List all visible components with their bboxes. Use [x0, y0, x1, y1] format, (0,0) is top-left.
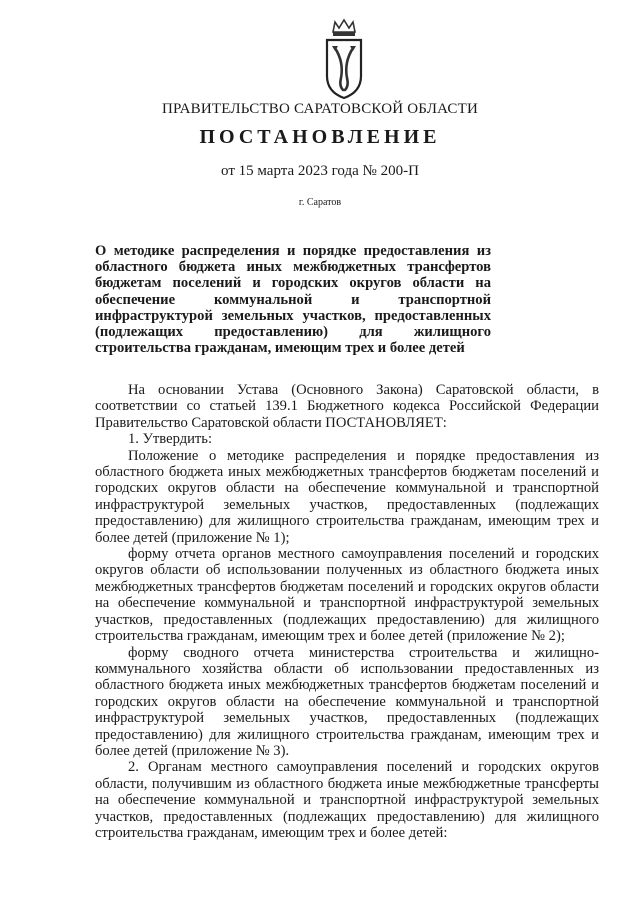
coat-of-arms-icon: [323, 18, 365, 100]
paragraph-appendix-3: форму сводного отчета министерства строительства и жилищно-коммунального хозяйства области об использовании предоставленных из областного бюджета иных межбюджетных трансфертов бюджетам поселений и городских округов области на обеспечение коммунальной и транспортной инфраструктурой земельных участков, предоставленных (подлежащих предоставлению) для жилищного строительства гражданам, имеющим трех и более детей (приложение № 3).: [95, 644, 599, 759]
document-city: г. Саратов: [298, 197, 342, 208]
paragraph-appendix-1: Положение о методике распределения и порядке предоставления из областного бюджета иных межбюджетных трансфертов бюджетам поселений и городских округов области на обеспечение коммунальной и транспортной инфраструктурой земельных участков, предоставленных (подлежащих предоставлению) для жилищного строительства гражданам, имеющим трех и более детей (приложение № 1);: [95, 447, 599, 546]
paragraph-item-1: 1. Утвердить:: [128, 431, 213, 448]
document-type: ПОСТАНОВЛЕНИЕ: [199, 126, 441, 148]
paragraph-preamble: На основании Устава (Основного Закона) Саратовской области, в соответствии со статьей 139.1 Бюджетного кодекса Российской Федерации Правительство Саратовской области ПОСТАНОВЛЯЕТ:: [95, 382, 599, 431]
document-date-number: от 15 марта 2023 года № 200-П: [221, 163, 419, 179]
paragraph-item-2: 2. Органам местного самоуправления поселений и городских округов области, получившим из областного бюджета иные межбюджетные трансферты на обеспечение коммунальной и транспортной инфраструктурой земельных участков, предоставленных (подлежащих предоставлению) для жилищного строительства гражданам, имеющим трех и более детей:: [95, 759, 599, 841]
document-body: [95, 382, 599, 841]
paragraph-appendix-2: форму отчета органов местного самоуправления поселений и городских округов области об использовании полученных из областного бюджета иных межбюджетных трансфертов бюджетам поселений и городских округов области на обеспечение коммунальной и транспортной инфраструктурой земельных участков, предоставленных (подлежащих предоставлению) для жилищного строительства гражданам, имеющим трех и более детей (приложение № 2);: [95, 546, 599, 645]
organization-name: ПРАВИТЕЛЬСТВО САРАТОВСКОЙ ОБЛАСТИ: [161, 101, 479, 117]
document-title: О методике распределения и порядке предоставления из областного бюджета иных межбюджетных трансфертов бюджетам поселений и городских округов области на обеспечение коммунальной и транспортной инфраструктурой земельных участков, предоставленных (подлежащих предоставлению) для жилищного строительства гражданам, имеющим трех и более детей: [95, 243, 491, 357]
